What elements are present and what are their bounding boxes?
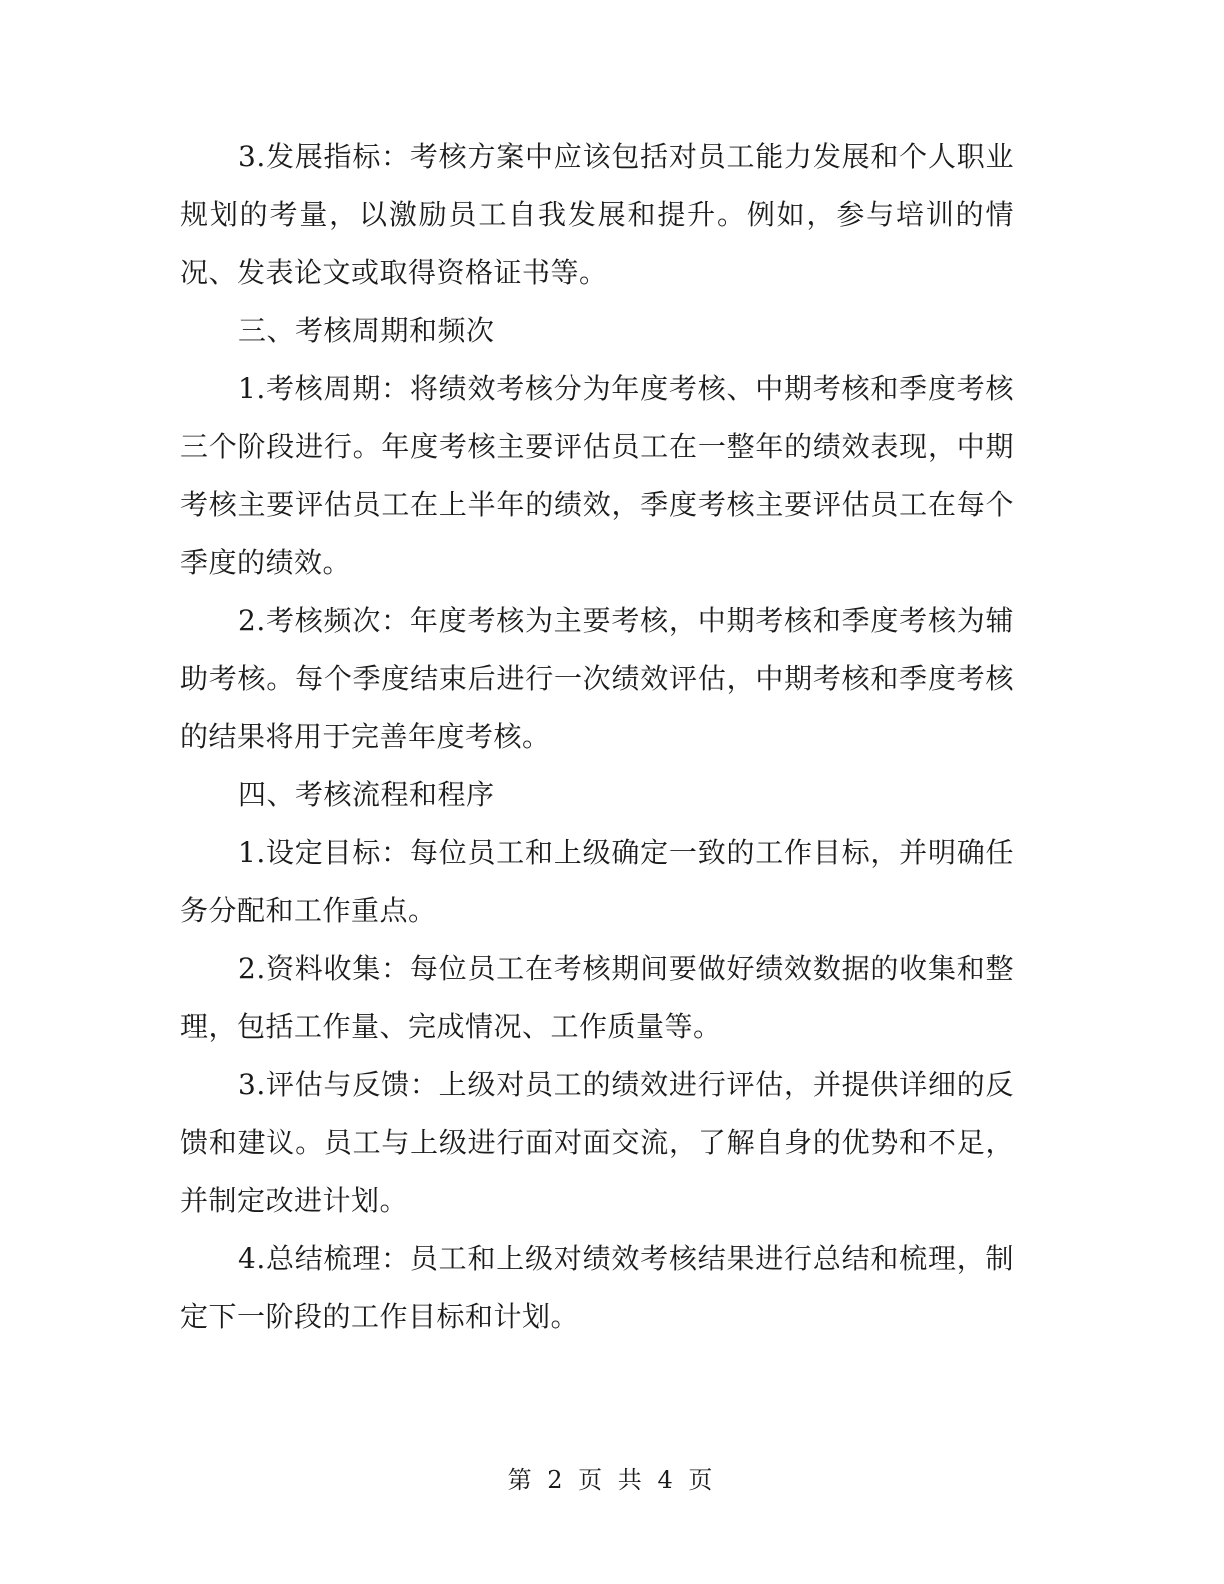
paragraph-evaluation-feedback: 3.评估与反馈：上级对员工的绩效进行评估，并提供详细的反馈和建议。员工与上级进行面对面交流，了解自身的优势和不足，并制定改进计划。: [180, 1068, 1014, 1217]
paragraph-set-goals: 1.设定目标：每位员工和上级确定一致的工作目标，并明确任务分配和工作重点。: [180, 836, 1014, 927]
paragraph-assessment-frequency: 2.考核频次：年度考核为主要考核，中期考核和季度考核为辅助考核。每个季度结束后进行一次绩效评估，中期考核和季度考核的结果将用于完善年度考核。: [180, 604, 1014, 753]
paragraph-assessment-cycle: 1.考核周期：将绩效考核分为年度考核、中期考核和季度考核三个阶段进行。年度考核主要评估员工在一整年的绩效表现，中期考核主要评估员工在上半年的绩效，季度考核主要评估员工在每个季度的绩效。: [180, 372, 1014, 579]
paragraph-summary-review: 4.总结梳理：员工和上级对绩效考核结果进行总结和梳理，制定下一阶段的工作目标和计划。: [180, 1242, 1014, 1333]
section-heading-cycle-frequency: 三、考核周期和频次: [238, 314, 495, 347]
paragraph-development-indicator: 3.发展指标：考核方案中应该包括对员工能力发展和个人职业规划的考量，以激励员工自我发展和提升。例如，参与培训的情况、发表论文或取得资格证书等。: [180, 140, 1014, 289]
page-number-footer: 第 2 页 共 4 页: [507, 1466, 717, 1494]
paragraph-data-collection: 2.资料收集：每位员工在考核期间要做好绩效数据的收集和整理，包括工作量、完成情况、工作质量等。: [180, 952, 1014, 1043]
document-body: [180, 128, 1014, 1346]
section-heading-process-procedure: 四、考核流程和程序: [238, 778, 495, 811]
